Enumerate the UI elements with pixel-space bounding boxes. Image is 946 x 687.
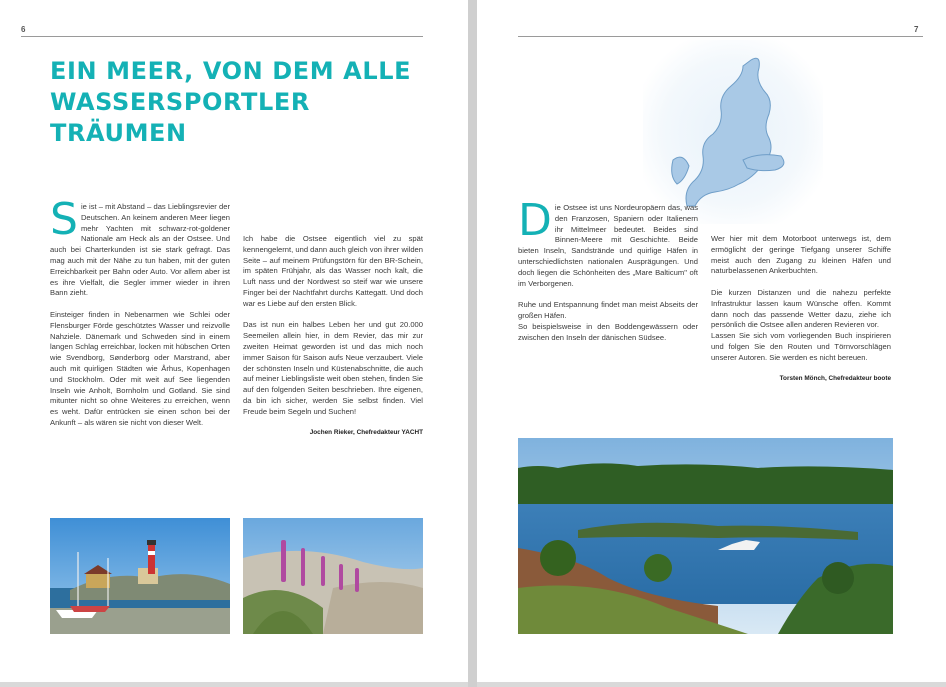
paragraph: Lassen Sie sich vom vorliegenden Buch inspirieren und folgen Sie den Routen und Törnvorschlägen unserer Autoren. Sie werden es nicht bereuen. — [711, 331, 891, 362]
dropcap: D — [518, 195, 552, 246]
lupine-photo — [243, 518, 423, 634]
paragraph — [50, 194, 230, 299]
left-page — [0, 0, 468, 682]
paragraph: Wer hier mit dem Motorboot unterwegs ist, dem ermöglicht der geringe Tiefgang unserer Schiffe meist auch den Zugang zu kleinen Häfen und naturbelassenen Ankerbuchten. — [711, 234, 891, 276]
header-rule-right — [518, 36, 923, 37]
paragraph: Die kurzen Distanzen und die nahezu perfekte Infrastruktur lassen kaum Wünsche offen. Kommt dann noch das passende Wetter dazu, ziehe ich persönlich die Ostsee allen anderen Revieren vor. — [711, 287, 891, 330]
paragraph: Einsteiger finden in Nebenarmen wie Schlei oder Flensburger Förde geschütztes Wasser und reizvolle Nahziele. Dänemark und Schweden sind in einem langen Schlag erreichbar, locken mit hübschen Orten wie Svendborg, Sønderborg oder Marstrand, aber auch mit quirligen Städten wie Århus, Kopenhagen und Stockholm. Oder mit weit auf See liegenden Inseln wie Anholt, Bornholm und Gotland. Sie sind mitunter nicht so ohne Weiteres zu erreichen, wenn es weht. Dafür entrücken sie einen schon bei der Ankunft – als wären sie nicht von dieser Welt. — [50, 309, 230, 427]
paragraph: Ruhe und Entspannung findet man meist Abseits der großen Häfen. — [518, 300, 698, 320]
left-column-2 — [243, 234, 423, 439]
right-column-2 — [711, 234, 891, 385]
paragraph-text: ie ist – mit Abstand – das Lieblingsrevier der Deutschen. An keinem anderen Meer liegen mehr Yachten mit schwarz-rot-goldener Nationale am Heck als an der Ostsee. Und auch bei Charterkunden ist sie stark gefragt. Das mag auch mit der Nähe zu tun haben, mit der guten Erreichbarkeit per Bahn oder Auto. Vor allem aber ist es ihre Vielfalt, die Segler immer wieder in ihren Bann zieht. — [50, 202, 230, 298]
archipelago-photo — [518, 438, 893, 634]
dropcap: S — [50, 194, 78, 245]
signature: Jochen Rieker, Chefredakteur YACHT — [309, 429, 423, 437]
left-column-1 — [50, 194, 230, 440]
right-column-1 — [518, 195, 698, 354]
header-rule-left — [21, 36, 423, 37]
paragraph: Das ist nun ein halbes Leben her und gut 20.000 Seemeilen allein hier, in dem Revier, das mir zur zweiten Heimat geworden ist und das mich noch immer Saison für Saison aufs Neue verzaubert. Viele der schönsten Inseln und Küstenabschnitte, die auch auf meiner Lieblingsliste weit oben stehen, finden Sie auf den folgenden Seiten beschrieben. Ihre eigenen, da bin ich sicher, werden Sie selbst finden. Viel Freude beim Segeln und Suchen! — [243, 320, 423, 416]
page-number-right: 7 — [914, 25, 919, 34]
signature: Torsten Mönch, Chefredakteur boote — [779, 375, 891, 383]
paragraph: Ich habe die Ostsee eigentlich viel zu spät kennengelernt, und dann auch gleich von ihrer wilden Seite – auf meinem Prüfungstörn für den BR-Schein, im späten Frühjahr, als das Wasser noch kalt, die Luft nass und der Nordwest so steif war wie unsere Finger bei der Nachtfahrt durchs Kattegatt. Und doch war es Liebe auf den ersten Blick. — [243, 234, 423, 308]
baltic-sea-map — [643, 40, 823, 224]
paragraph — [518, 195, 698, 289]
paragraph-text: ie Ostsee ist uns Nordeuropäern das, was den Franzosen, Spaniern oder Italienern ihr Mittelmeer bedeutet. Beides sind Binnen-Meere mit Geschichte. Beide bieten Inseln, Sandstrände und quirlige Häfen in unterschiedlichsten nationalen Ausprägungen. Und doch liegen die Schönheiten des „Mare Balticum" oft im Verborgenen. — [518, 203, 698, 288]
lighthouse-photo — [50, 518, 230, 634]
page-title: EIN MEER, VON DEM ALLE WASSERSPORTLER TRÄUMEN — [50, 57, 412, 147]
paragraph: So beispielsweise in den Boddengewässern oder zwischen den Inseln der dänischen Südsee. — [518, 321, 698, 342]
right-page — [477, 0, 946, 682]
page-number-left: 6 — [21, 25, 26, 34]
page-gutter — [468, 0, 477, 687]
